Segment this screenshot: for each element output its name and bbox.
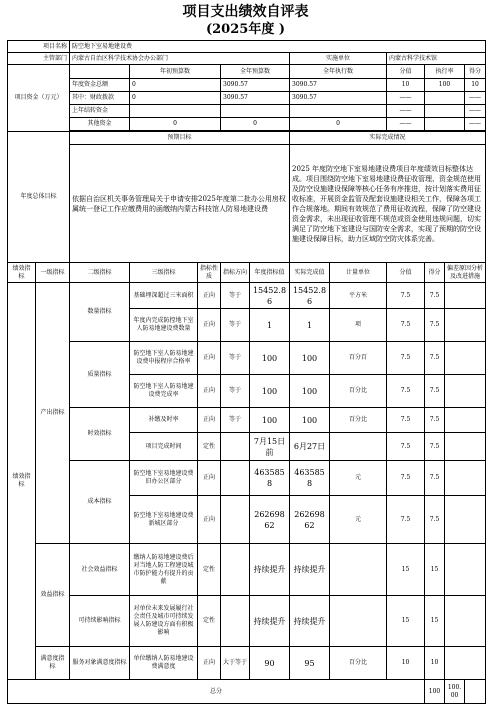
fund-cell: —— — [465, 92, 486, 105]
got-cell: 15 — [425, 544, 445, 596]
direction-cell — [221, 461, 250, 496]
direction-cell — [221, 544, 250, 596]
nature-cell: 正向 — [198, 375, 221, 408]
unit-cell: 平方米 — [330, 283, 387, 309]
note-cell — [445, 544, 486, 596]
indicator-header-row — [8, 263, 486, 283]
project-name-label: 项目名称 — [8, 41, 70, 53]
unit-cell: 百分百 — [330, 342, 387, 375]
page-subtitle-year: (2025年度 ) — [205, 22, 285, 37]
fund-cell: 0 — [221, 118, 290, 131]
indicator-row — [8, 408, 486, 433]
impl-label: 实施单位 — [290, 53, 387, 65]
fund-cell: 3090.57 — [221, 92, 290, 105]
score-cell: 7.5 — [387, 342, 425, 375]
fund-cell — [425, 105, 465, 118]
unit-cell: 项 — [330, 309, 387, 342]
fund-cell: 3090.57 — [290, 92, 387, 105]
col-header: 二级指标 — [70, 263, 130, 283]
actual-cell: 持续提升 — [290, 544, 330, 596]
actual-cell: 15452.86 — [290, 283, 330, 309]
nature-cell: 定性 — [198, 596, 221, 647]
nature-cell: 正向 — [198, 283, 221, 309]
fund-row — [8, 79, 486, 92]
col-header: 指标方向 — [221, 263, 250, 283]
fund-cell — [425, 118, 465, 131]
note-cell — [445, 309, 486, 342]
got-cell: 7.5 — [425, 283, 445, 309]
actual-cell: 100 — [290, 408, 330, 433]
col-header: 得分 — [425, 263, 445, 283]
score-cell: 7.5 — [387, 309, 425, 342]
fund-row-name: 年度资金总额 — [70, 79, 130, 92]
project-name-value: 防空地下室易地建设费 — [70, 41, 486, 53]
fund-cell: 3090.57 — [221, 79, 290, 92]
score-cell: 7.5 — [387, 461, 425, 496]
got-cell: 7.5 — [425, 375, 445, 408]
actual-cell: 100 — [290, 342, 330, 375]
fund-header-row — [8, 65, 486, 79]
target-cell: 90 — [250, 647, 290, 680]
direction-cell: 等于 — [221, 375, 250, 408]
target-cell: 7月15日前 — [250, 433, 290, 461]
total-label: 总分 — [8, 680, 425, 704]
goal-header-row — [8, 132, 486, 145]
fund-cell: 0 — [130, 118, 221, 131]
fund-cell: 10 — [465, 79, 486, 92]
actual-cell: 100 — [290, 375, 330, 408]
indicator-row — [8, 461, 486, 496]
level3-cell: 防空地下室人防易地建设费申报程序合格率 — [130, 342, 198, 375]
fund-cell — [221, 105, 290, 118]
level3-cell: 项目完成时间 — [130, 433, 198, 461]
score-cell: 15 — [387, 596, 425, 647]
direction-cell: 等于 — [221, 342, 250, 375]
level2-sustain: 可持续影响指标 — [70, 596, 130, 647]
fund-cell: 0 — [130, 92, 221, 105]
fund-cell: —— — [387, 105, 425, 118]
nature-cell: 正向 — [198, 496, 221, 544]
fund-row-name: 其他资金 — [70, 118, 130, 131]
note-cell — [445, 596, 486, 647]
direction-cell: 等于 — [221, 283, 250, 309]
direction-cell: 等于 — [221, 408, 250, 433]
total-score: 100 — [425, 680, 445, 704]
indicator-row — [8, 342, 486, 375]
note-cell — [445, 496, 486, 544]
fund-header: 分值 — [387, 65, 425, 79]
got-cell: 15 — [425, 596, 445, 647]
note-cell — [445, 342, 486, 375]
nature-cell: 定性 — [198, 544, 221, 596]
dept-label: 主管部门 — [8, 53, 70, 65]
note-cell — [445, 408, 486, 433]
level3-cell: 补缴及时率 — [130, 408, 198, 433]
got-cell: 7.5 — [425, 408, 445, 433]
fund-cell: —— — [387, 92, 425, 105]
fund-cell: —— — [387, 118, 425, 131]
goal-label: 年度总体目标 — [8, 132, 70, 263]
got-cell: 10 — [425, 647, 445, 680]
fund-cell: 0 — [290, 118, 387, 131]
impl-value: 内蒙古科学技术馆 — [387, 53, 486, 65]
direction-cell — [221, 433, 250, 461]
dept-value: 内蒙古自治区科学技术协会办公部门 — [70, 53, 290, 65]
score-cell: 7.5 — [387, 283, 425, 309]
level3-cell: 对单位未来发展履行社会责任及城市可持续发展人防建设方面有积极影响 — [130, 596, 198, 647]
goal-content-row — [8, 145, 486, 263]
target-cell: 26269862 — [250, 496, 290, 544]
col-header: 偏差原因分析及改进措施 — [445, 263, 486, 283]
got-cell: 7.5 — [425, 433, 445, 461]
col-header: 计量单位 — [330, 263, 387, 283]
note-cell — [445, 433, 486, 461]
col-header: 实际完成值 — [290, 263, 330, 283]
note-cell — [445, 375, 486, 408]
fund-header: 执行率 — [425, 65, 465, 79]
page-title: 项目支出绩效自评表 — [182, 4, 309, 20]
actual-cell: 持续提升 — [290, 596, 330, 647]
fund-row-name: 上年结转资金 — [70, 105, 130, 118]
level3-cell: 防空地下室易地建设费旧办公区部分 — [130, 461, 198, 496]
note-cell — [445, 647, 486, 680]
fund-header: 全年预算数 — [221, 65, 290, 79]
score-cell: 7.5 — [387, 375, 425, 408]
goal-expected-header: 预期目标 — [70, 132, 290, 145]
unit-cell: 百分比 — [330, 375, 387, 408]
level2-service: 服务对象满意度指标 — [70, 647, 130, 680]
nature-cell: 定性 — [198, 433, 221, 461]
direction-cell: 等于 — [221, 309, 250, 342]
score-cell: 7.5 — [387, 408, 425, 433]
project-name-row — [8, 41, 486, 53]
fund-cell — [425, 92, 465, 105]
got-cell: 7.5 — [425, 461, 445, 496]
note-cell — [445, 461, 486, 496]
actual-cell: 6月27日 — [290, 433, 330, 461]
nature-cell: 正向 — [198, 461, 221, 496]
level2-social: 社会效益指标 — [70, 544, 130, 596]
level1-effect: 效益指标 — [36, 544, 70, 647]
level2-quality: 质量指标 — [70, 342, 130, 408]
fund-cell: 0 — [130, 79, 221, 92]
fund-header: 年初预算数 — [130, 65, 221, 79]
fund-cell — [290, 105, 387, 118]
direction-cell — [221, 596, 250, 647]
fund-label: 项目资金（万元） — [8, 65, 70, 132]
note-cell — [445, 283, 486, 309]
score-cell: 7.5 — [387, 496, 425, 544]
score-cell: 7.5 — [387, 433, 425, 461]
goal-actual-header: 实际完成情况 — [290, 132, 486, 145]
level3-cell: 单位缴纳人防易地建设费满意度 — [130, 647, 198, 680]
col-header: 分值 — [387, 263, 425, 283]
fund-cell: 10 — [387, 79, 425, 92]
fund-header: 全年执行数 — [290, 65, 387, 79]
indicator-row — [8, 283, 486, 309]
unit-cell: 元 — [330, 461, 387, 496]
unit-cell — [330, 596, 387, 647]
target-cell: 1 — [250, 309, 290, 342]
level3-cell: 年度内完成防控地下室人防易地建设费数量 — [130, 309, 198, 342]
col-header: 年度指标值 — [250, 263, 290, 283]
unit-cell: 百分比 — [330, 647, 387, 680]
goal-actual-text: 2025 年度防空地下室易地建设费项目年度绩效目标整体达成。项目围绕防空地下室易地建设费征收管理、资金规范使用及防空设施建设保障等核心任务有序推进，按计划落实费用征收标准，开展资金监管及配套设施建设相关工作，保障各项工作合规落地。期间有效规范了费用征收流程，保障了防空建设资金需求，未出现征收管理不规范或资金使用违规问题，切实满足了防空地下室建设与国防安全需求，实现了预期的防空设施建设保障目标，助力区域防空防灾体系完善。 — [290, 145, 486, 263]
fund-row — [8, 118, 486, 131]
indicator-row — [8, 596, 486, 647]
unit-cell: 百分比 — [330, 408, 387, 433]
level1-output: 产出指标 — [36, 283, 70, 544]
nature-cell: 正向 — [198, 309, 221, 342]
target-cell: 持续提升 — [250, 544, 290, 596]
col-header: 三级指标 — [130, 263, 198, 283]
direction-cell — [221, 496, 250, 544]
indicator-row — [8, 647, 486, 680]
unit-cell: 元 — [330, 496, 387, 544]
level2-quantity: 数量指标 — [70, 283, 130, 342]
col-header: 绩效指标 — [8, 263, 36, 283]
level2-cost: 成本指标 — [70, 461, 130, 544]
level2-time: 时效指标 — [70, 408, 130, 461]
indicator-row — [8, 544, 486, 596]
level3-cell: 防空地下室人防易地建设费完成率 — [130, 375, 198, 408]
actual-cell: 1 — [290, 309, 330, 342]
fund-cell: 3090.57 — [290, 79, 387, 92]
fund-cell: —— — [465, 118, 486, 131]
target-cell: 持续提升 — [250, 596, 290, 647]
score-cell: 15 — [387, 544, 425, 596]
performance-table — [7, 40, 486, 704]
col-header: 指标性质 — [198, 263, 221, 283]
got-cell: 7.5 — [425, 309, 445, 342]
nature-cell: 正向 — [198, 342, 221, 375]
unit-cell — [330, 544, 387, 596]
fund-header: 得分 — [465, 65, 486, 79]
total-got: 100.00 — [445, 680, 465, 704]
target-cell: 100 — [250, 342, 290, 375]
score-cell: 10 — [387, 647, 425, 680]
actual-cell: 95 — [290, 647, 330, 680]
actual-cell: 26269862 — [290, 496, 330, 544]
indicator-col-label: 绩效指标 — [8, 283, 36, 680]
goal-expected-text: 依据自治区机关事务管理局关于申请安排2025年度第二批办公用房权属统一登记工作应缴费用的函缴纳内蒙古科技馆人防易地建设费 — [70, 145, 290, 263]
unit-cell — [330, 433, 387, 461]
col-header: 一级指标 — [36, 263, 70, 283]
got-cell: 7.5 — [425, 342, 445, 375]
fund-cell — [130, 105, 221, 118]
actual-cell: 4635858 — [290, 461, 330, 496]
target-cell: 100 — [250, 408, 290, 433]
dept-row — [8, 53, 486, 65]
target-cell: 4635858 — [250, 461, 290, 496]
nature-cell: 正向 — [198, 647, 221, 680]
level1-satisfaction: 满意度指标 — [36, 647, 70, 680]
fund-row-name: 其中：财政拨款 — [70, 92, 130, 105]
level3-cell: 缴纳人防易地建设费后对当地人防工程建设城市防护能力有提升的贡献 — [130, 544, 198, 596]
target-cell: 100 — [250, 375, 290, 408]
fund-cell: 100 — [425, 79, 465, 92]
fund-row — [8, 92, 486, 105]
level3-cell: 防空地下室易地建设费新城区部分 — [130, 496, 198, 544]
fund-row — [8, 105, 486, 118]
fund-cell: —— — [465, 105, 486, 118]
nature-cell: 正向 — [198, 408, 221, 433]
direction-cell: 大于等于 — [221, 647, 250, 680]
target-cell: 15452.86 — [250, 283, 290, 309]
level3-cell: 基础埋深超过三米面积 — [130, 283, 198, 309]
got-cell: 7.5 — [425, 496, 445, 544]
